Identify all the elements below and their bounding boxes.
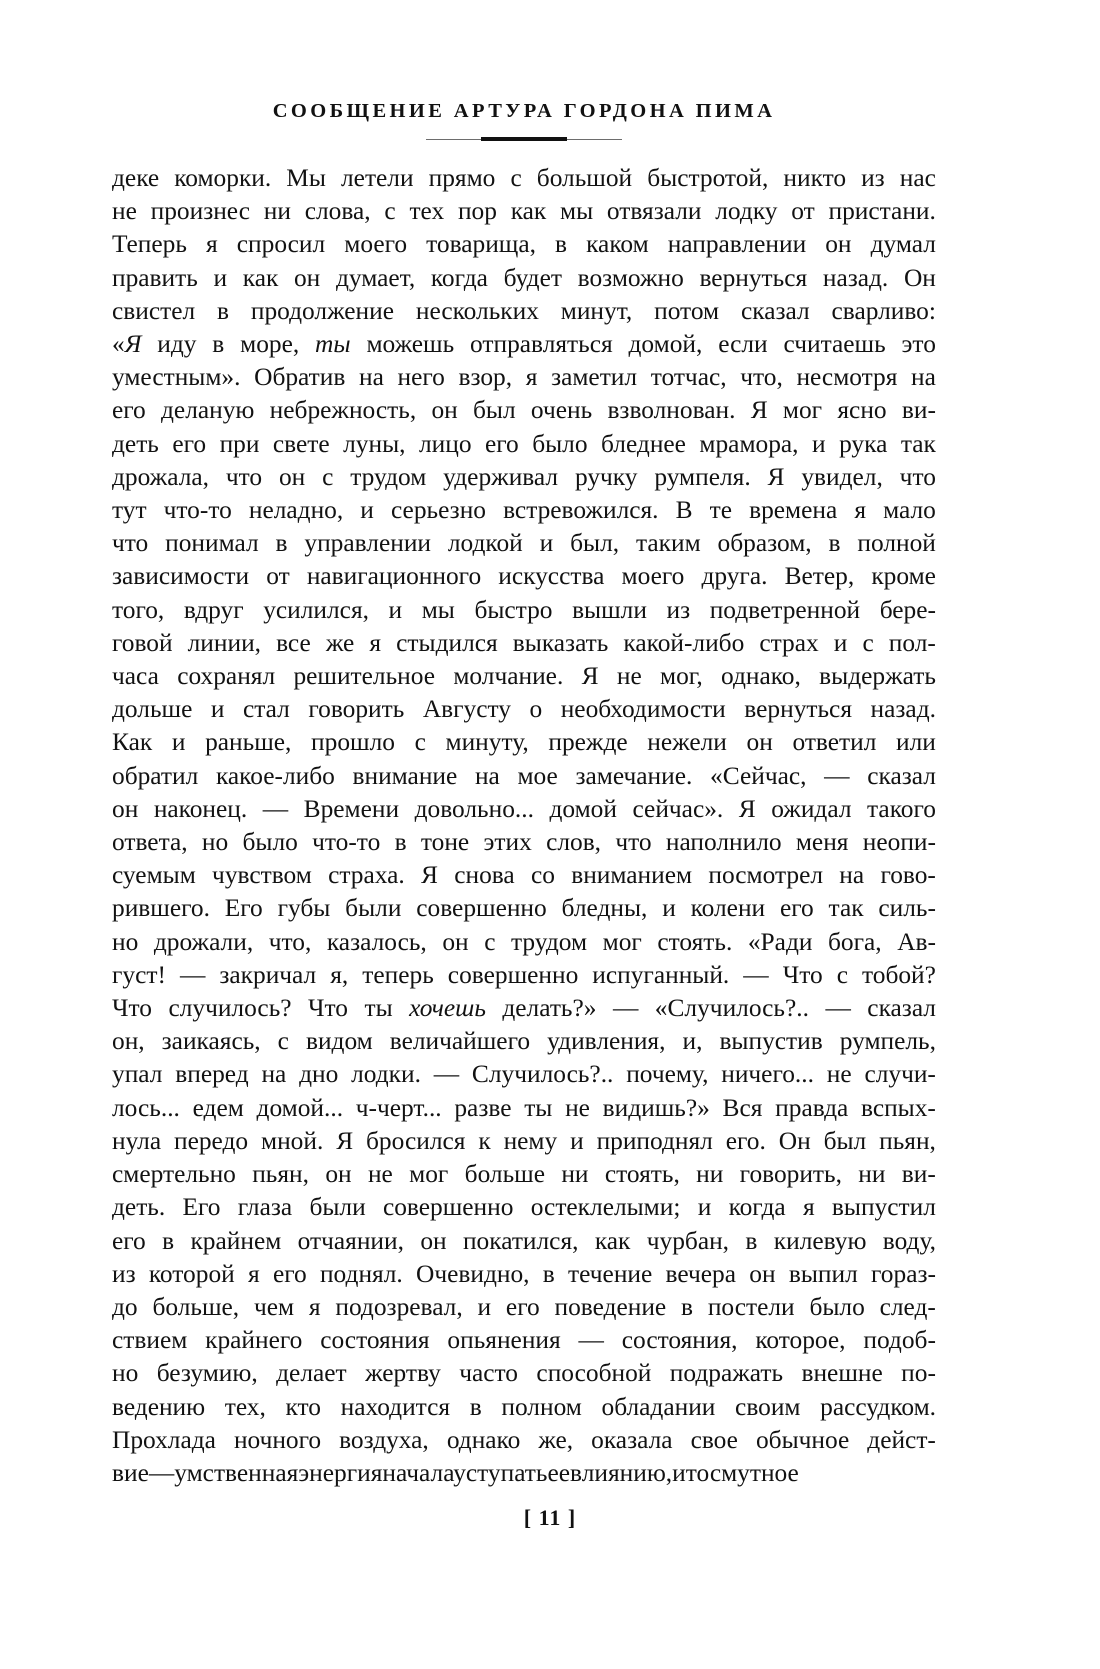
text-line: ствием крайнего состояния опьянения — состояния, которое, подоб- [112,1326,936,1355]
text-line: ответа, но было что-то в тоне этих слов, что наполнило меня неопи- [112,828,936,857]
text-line: из которой я его поднял. Очевидно, в течение вечера он выпил гораз- [112,1259,936,1288]
text-line: рившего. Его губы были совершенно бледны, и колени его так силь- [112,894,936,923]
running-head: СООБЩЕНИЕ АРТУРА ГОРДОНА ПИМА [272,100,776,122]
text-line: но безумию, делает жертву часто способной подражать внешне по- [112,1359,936,1388]
text-line: он, заикаясь, с видом величайшего удивления, и, выпустив румпель, [112,1027,936,1056]
text-line: упал вперед на дно лодки. — Случилось?.. почему, ничего... не случи- [112,1060,936,1089]
text-line: но дрожали, что, казалось, он с трудом мог стоять. «Ради бога, Ав- [112,927,936,956]
text-line: деке коморки. Мы летели прямо с большой быстротой, никто из нас [112,164,936,192]
text-line: вие—умственнаяэнергияначалауступатьеевлиянию,итосмутное [112,1458,799,1487]
text-line: нула передо мной. Я бросился к нему и приподнял его. Он был пьян, [112,1126,936,1155]
running-head-block [112,100,936,143]
text-line: дольше и стал говорить Августу о необходимости вернуться назад. [112,695,936,724]
text-line: деть его при свете луны, лицо его было бледнее мрамора, и рука так [112,429,936,458]
body-text [112,162,936,1490]
text-line: «Я иду в море, ты можешь отправляться домой, если считаешь это [112,330,936,359]
text-line: Как и раньше, прошло с минуту, прежде нежели он ответил или [112,728,936,757]
text-line: что понимал в управлении лодкой и был, таким образом, в полной [112,529,936,558]
text-line: густ! — закричал я, теперь совершенно испуганный. — Что с тобой? [112,960,936,989]
text-line: править и как он думает, когда будет возможно вернуться назад. Он [112,263,936,292]
text-line: часа сохранял решительное молчание. Я не мог, однако, выдержать [112,662,936,691]
text-line: он наконец. — Времени довольно... домой сейчас». Я ожидал такого [112,794,936,823]
text-line: лось... едем домой... ч-черт... разве ты не видишь?» Вся правда вспых- [112,1093,936,1122]
text-line: до больше, чем я подозревал, и его поведение в постели было след- [112,1292,936,1321]
text-line: его деланую небрежность, он был очень взволнован. Я мог ясно ви- [112,396,936,425]
text-line: обратил какое-либо внимание на мое замечание. «Сейчас, — сказал [112,761,936,790]
text-line: Прохлада ночного воздуха, однако же, оказала свое обычное дейст- [112,1425,936,1454]
rule-thick-segment [481,137,567,141]
header-ornament-rule [426,136,622,143]
text-line: говой линии, все же я стыдился выказать какой-либо страх и с пол- [112,628,936,657]
page-number: [ 11 ] [523,1505,577,1530]
text-line: ведению тех, кто находится в полном обладании своим рассудком. [112,1392,936,1421]
text-line: уместным». Обратив на него взор, я заметил тотчас, что, несмотря на [112,363,936,392]
text-line: Теперь я спросил моего товарища, в каком направлении он думал [112,230,936,259]
text-line: тут что-то неладно, и серьезно встревожился. В те времена я мало [112,496,936,525]
text-line: Что случилось? Что ты хочешь делать?» — «Случилось?.. — сказал [112,994,936,1023]
text-line: дрожала, что он с трудом удерживал ручку румпеля. Я увидел, что [112,462,936,491]
text-line: того, вдруг усилился, и мы быстро вышли из подветренной бере- [112,595,936,624]
text-line: свистел в продолжение нескольких минут, потом сказал сварливо: [112,296,936,325]
text-line: деть. Его глаза были совершенно остеклелыми; и когда я выпустил [112,1193,936,1222]
text-line: его в крайнем отчаянии, он покатился, как чурбан, в килевую воду, [112,1226,936,1255]
text-line: суемым чувством страха. Я снова со вниманием посмотрел на гово- [112,861,936,890]
text-line: смертельно пьян, он не мог больше ни стоять, ни говорить, ни ви- [112,1160,936,1189]
text-line: не произнес ни слова, с тех пор как мы отвязали лодку от пристани. [112,197,936,226]
text-line: зависимости от навигационного искусства моего друга. Ветер, кроме [112,562,936,591]
